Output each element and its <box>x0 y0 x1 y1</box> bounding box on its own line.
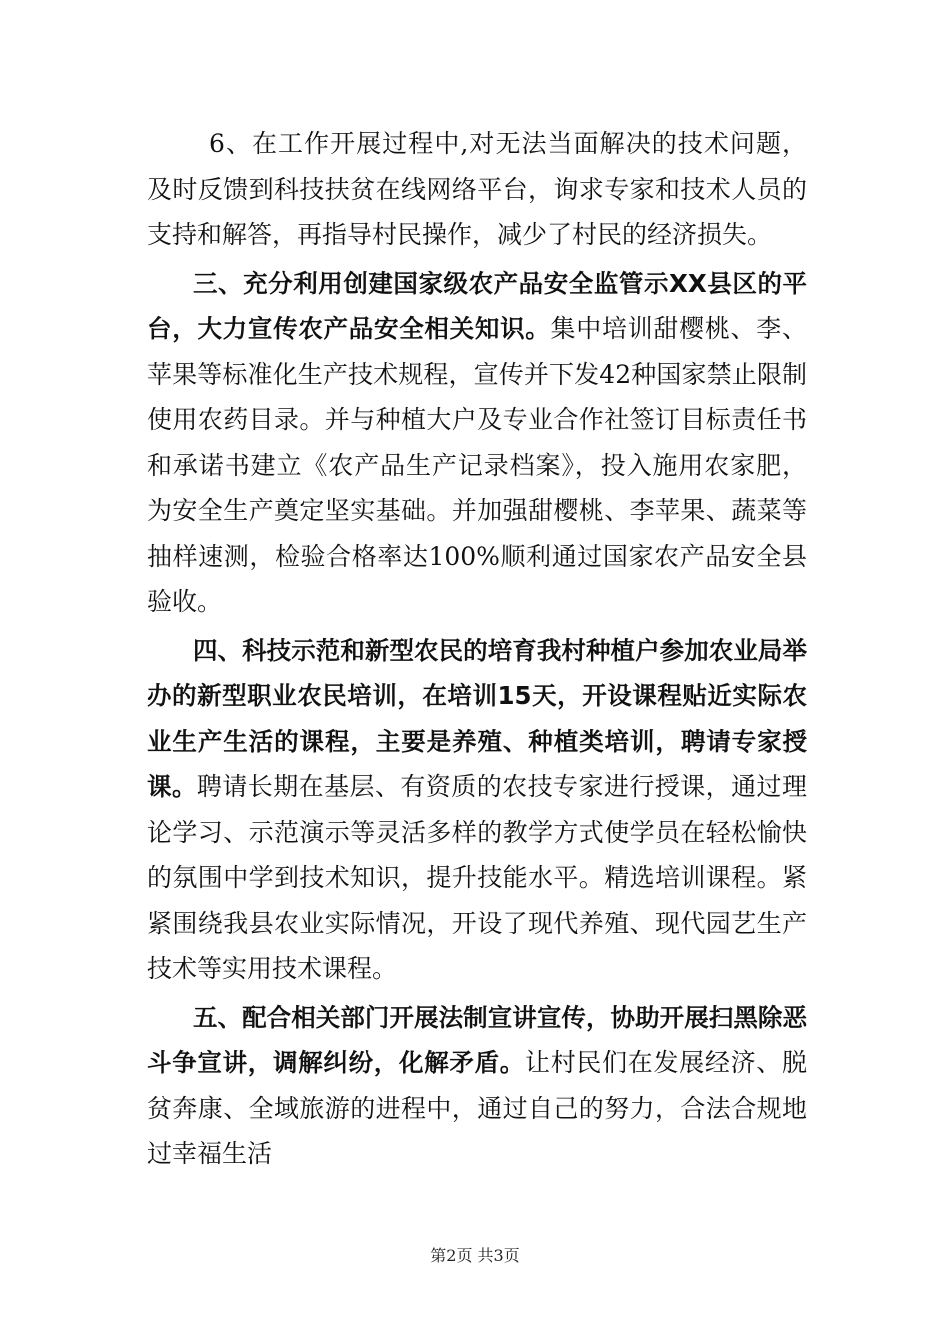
paragraph-text: 让村民们在发展经济、脱贫奔康、全域旅游的进程中，通过自己的努力，合法合规地过幸福生活 <box>147 1048 807 1168</box>
section-heading: 三、充分利用创建国家级农产品安全监管示XX县区的平台，大力宣传农产品安全相关知识。 <box>147 268 807 343</box>
paragraph-text: 集中培训甜樱桃、李、苹果等标准化生产技术规程，宣传并下发42种国家禁止限制使用农药目录。并与种植大户及专业合作社签订目标责任书和承诺书建立《农产品生产记录档案》，投入施用农家肥，为安全生产奠定坚实基础。并加强甜樱桃、李苹果、蔬菜等抽样速测，检验合格率达100%顺利通过国家农产品安全县验收。 <box>147 314 807 616</box>
paragraph-text: 聘请长期在基层、有资质的农技专家进行授课，通过理论学习、示范演示等灵活多样的教学方式使学员在轻松愉快的氛围中学到技术知识，提升技能水平。精选培训课程。紧紧围绕我县农业实际情况，开设了现代养殖、现代园艺生产技术等实用技术课程。 <box>147 772 807 983</box>
section-heading: 五、配合相关部门开展法制宣讲宣传，协助开展扫黑除恶斗争宣讲，调解纠纷，化解矛盾。 <box>147 1002 807 1077</box>
paragraph-text: 6、在工作开展过程中,对无法当面解决的技术问题，及时反馈到科技扶贫在线网络平台，询求专家和技术人员的支持和解答，再指导村民操作，减少了村民的经济损失。 <box>147 129 807 249</box>
page-number-footer: 第2页 共3页 <box>430 1246 520 1265</box>
paragraph-section-5 <box>147 995 807 1177</box>
document-body <box>147 121 807 1177</box>
paragraph-section-4 <box>147 628 807 992</box>
section-heading: 四、科技示范和新型农民的培育我村种植户参加农业局举办的新型职业农民培训，在培训15天，开设课程贴近实际农业生产生活的课程，主要是养殖、种植类培训，聘请专家授课。 <box>147 635 807 801</box>
paragraph-section-3 <box>147 261 807 625</box>
paragraph-item-6 <box>147 121 807 258</box>
